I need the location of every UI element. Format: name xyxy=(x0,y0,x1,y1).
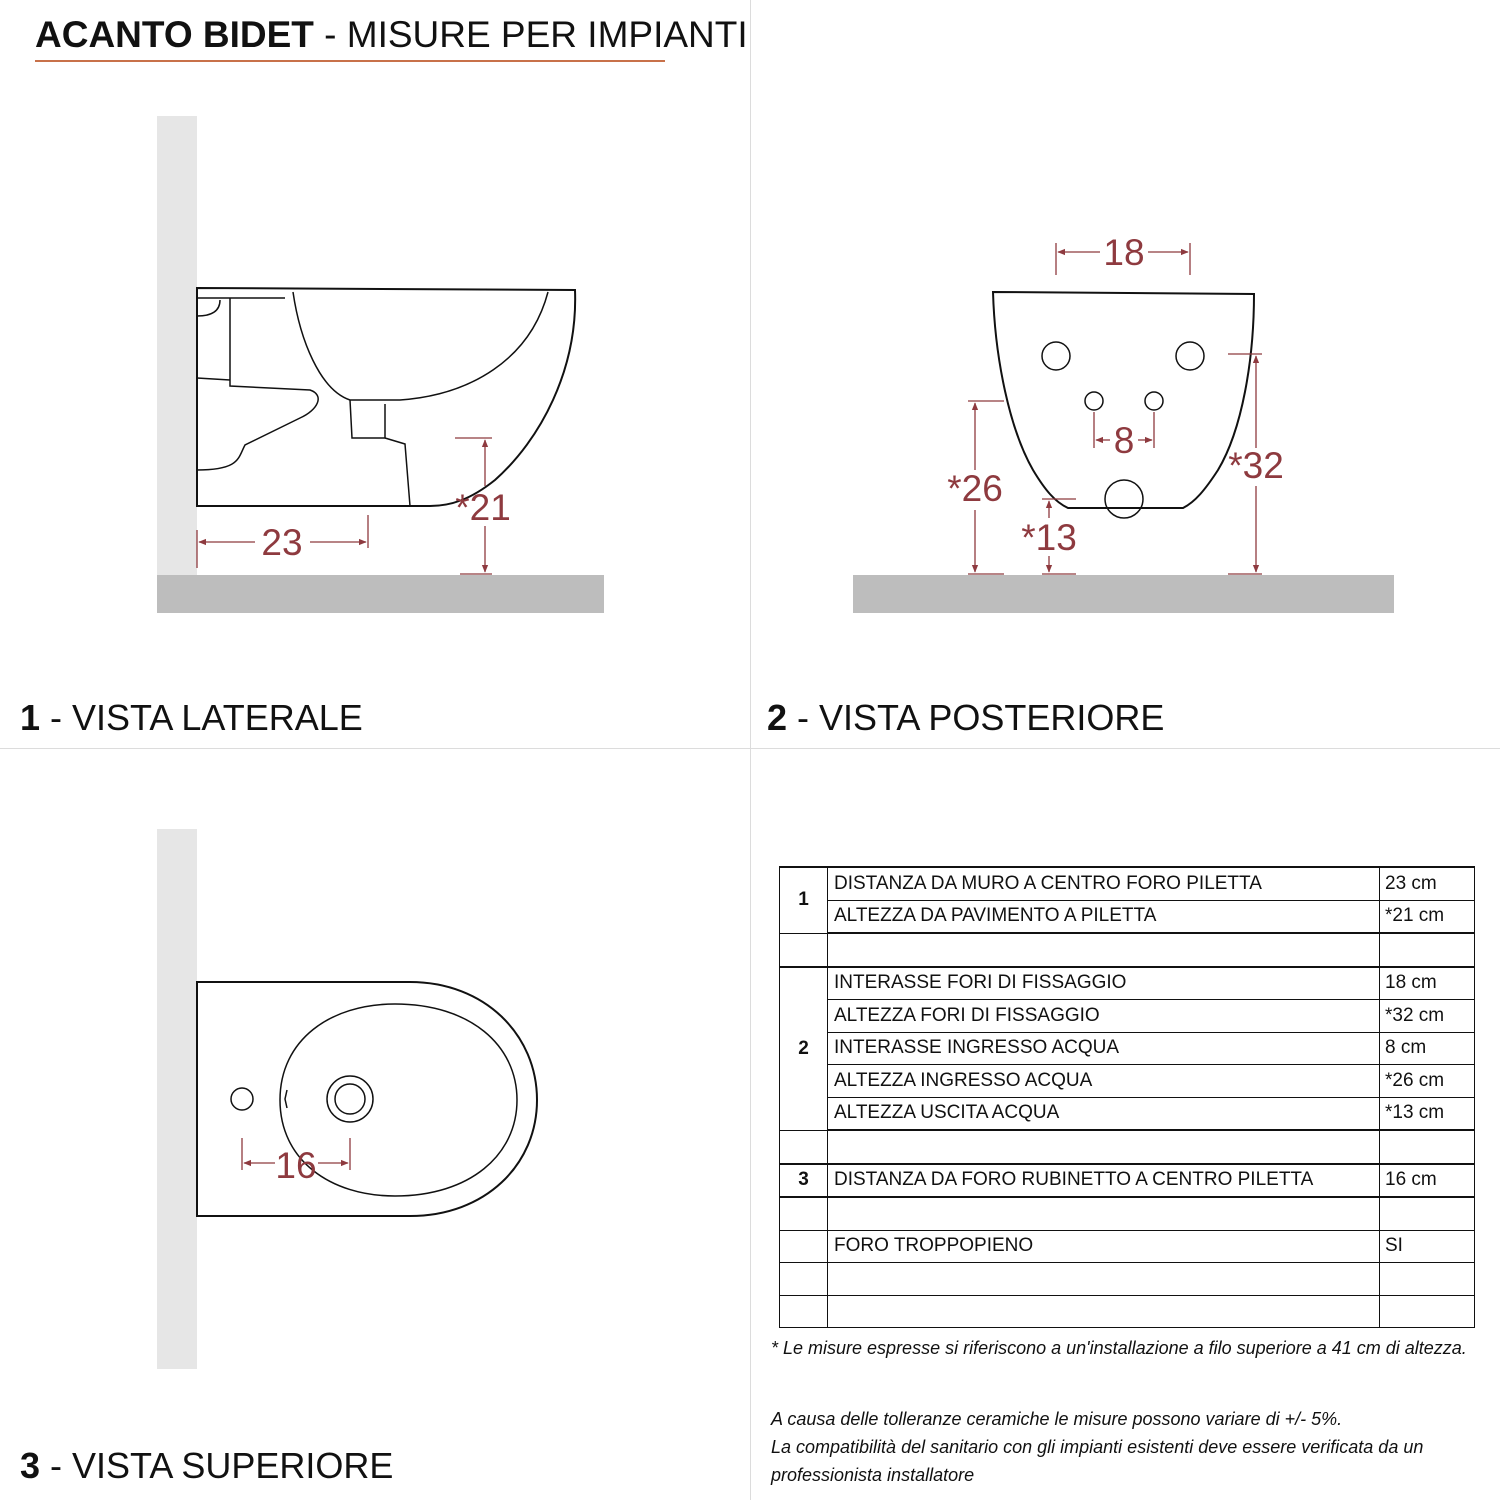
page-subtitle: - MISURE PER IMPIANTI xyxy=(313,14,748,55)
top-wall xyxy=(157,829,197,1369)
table-row xyxy=(780,900,1475,933)
spec-label: ALTEZZA USCITA ACQUA xyxy=(828,1097,1380,1130)
rear-view-title: - VISTA POSTERIORE xyxy=(787,697,1165,738)
table-row-empty xyxy=(780,1197,1475,1230)
group-number: 1 xyxy=(780,867,828,933)
spec-value: SI xyxy=(1380,1230,1475,1263)
rear-holes-height-label: *32 xyxy=(1228,445,1284,486)
rear-inlet-height-dimension xyxy=(947,401,1004,574)
side-view-drawing xyxy=(157,116,604,613)
table-row xyxy=(780,1065,1475,1098)
side-wall-dimension xyxy=(197,515,368,568)
rear-view-number: 2 xyxy=(767,697,788,738)
group-number: 2 xyxy=(780,967,828,1131)
side-view-number: 1 xyxy=(20,697,41,738)
table-row xyxy=(780,1230,1475,1263)
table-row-empty xyxy=(780,1263,1475,1296)
spec-label: DISTANZA DA FORO RUBINETTO A CENTRO PILETTA xyxy=(828,1164,1380,1198)
side-wall xyxy=(157,116,197,576)
rear-floor xyxy=(853,575,1394,613)
spec-label: DISTANZA DA MURO A CENTRO FORO PILETTA xyxy=(828,867,1380,900)
spec-label: INTERASSE FORI DI FISSAGGIO xyxy=(828,967,1380,1000)
table-row xyxy=(780,967,1475,1000)
spec-value: *21 cm xyxy=(1380,900,1475,933)
side-floor xyxy=(157,575,604,613)
rear-outlet-height-dimension xyxy=(1021,499,1077,574)
product-name: ACANTO BIDET xyxy=(35,14,314,55)
table-row-empty xyxy=(780,933,1475,967)
spec-label: ALTEZZA FORI DI FISSAGGIO xyxy=(828,1000,1380,1033)
side-height-label: *21 xyxy=(455,487,511,528)
spec-table xyxy=(779,866,1475,1328)
group-number: 3 xyxy=(780,1164,828,1198)
table-row xyxy=(780,1097,1475,1130)
tolerance-note-line1: A causa delle tolleranze ceramiche le misure possono variare di +/- 5%. xyxy=(771,1409,1343,1429)
side-wall-distance-label: 23 xyxy=(261,522,303,563)
spec-value: 18 cm xyxy=(1380,967,1475,1000)
rear-inlet-height-label: *26 xyxy=(947,468,1003,509)
top-view-title: - VISTA SUPERIORE xyxy=(40,1445,394,1486)
table-row xyxy=(780,1000,1475,1033)
spec-value: 16 cm xyxy=(1380,1164,1475,1198)
top-view-drawing xyxy=(157,829,537,1369)
spec-value: *13 cm xyxy=(1380,1097,1475,1130)
table-row-empty xyxy=(780,1130,1475,1164)
table-row-empty xyxy=(780,1295,1475,1328)
side-bidet-body xyxy=(197,288,575,506)
spec-value: 8 cm xyxy=(1380,1032,1475,1065)
rear-outlet-height-label: *13 xyxy=(1021,517,1077,558)
rear-inlet-spacing-label: 8 xyxy=(1113,420,1135,461)
top-bidet-body xyxy=(197,982,537,1216)
spec-label: INTERASSE INGRESSO ACQUA xyxy=(828,1032,1380,1065)
spec-label: ALTEZZA DA PAVIMENTO A PILETTA xyxy=(828,900,1380,933)
tolerance-note xyxy=(771,1405,1471,1489)
table-row xyxy=(780,1164,1475,1198)
top-tap-distance-label: 16 xyxy=(275,1145,317,1186)
rear-view-label xyxy=(767,697,1164,739)
tolerance-note-line2: La compatibilità del sanitario con gli impianti esistenti deve essere verificata da un professionista installatore xyxy=(771,1437,1424,1485)
side-view-label xyxy=(20,697,363,739)
spec-value: *32 cm xyxy=(1380,1000,1475,1033)
table-row xyxy=(780,867,1475,900)
top-view-label xyxy=(20,1445,393,1487)
rear-bidet-body xyxy=(993,292,1254,508)
rear-holes-spacing-dimension xyxy=(1056,232,1190,275)
spec-value: 23 cm xyxy=(1380,867,1475,900)
installation-note: * Le misure espresse si riferiscono a un'installazione a filo superiore a 41 cm di altezza. xyxy=(771,1338,1467,1358)
spec-value: *26 cm xyxy=(1380,1065,1475,1098)
side-view-title: - VISTA LATERALE xyxy=(40,697,363,738)
top-view-number: 3 xyxy=(20,1445,41,1486)
spec-label: ALTEZZA INGRESSO ACQUA xyxy=(828,1065,1380,1098)
table-row xyxy=(780,1032,1475,1065)
rear-holes-spacing-label: 18 xyxy=(1103,232,1145,273)
spec-label: FORO TROPPOPIENO xyxy=(828,1230,1380,1263)
